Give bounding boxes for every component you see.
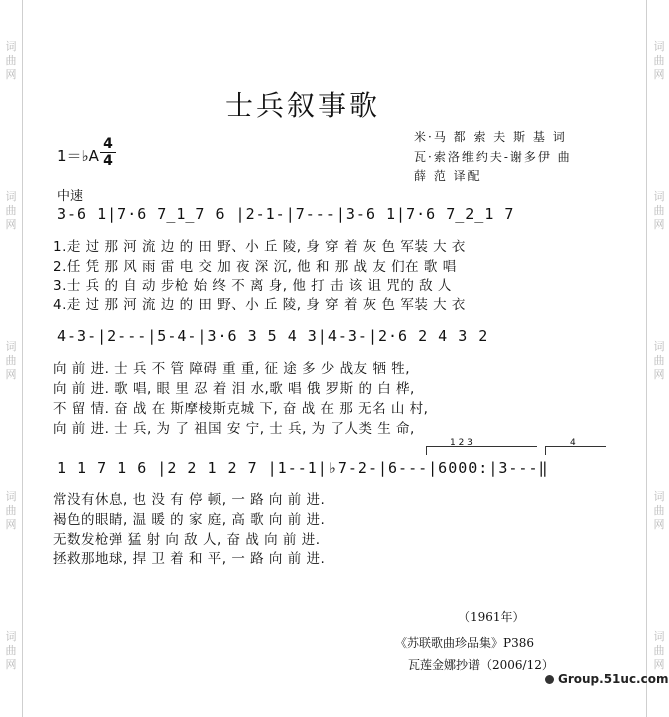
lyric-line-3-2: 褐色的眼睛, 温 暖 的 家 庭, 高 歌 向 前 进. [53, 512, 326, 528]
lyricist-credit: 米·马 都 索 夫 斯 基 词 [414, 130, 567, 144]
lyric-line-1-1: 1.走 过 那 河 流 边 的 田 野、小 丘 陵, 身 穿 着 灰 色 军装 大 衣 [53, 239, 466, 255]
translator-credit: 薛 范 译配 [414, 169, 482, 183]
lyric-line-2-4: 向 前 进. 士 兵, 为 了 祖国 安 宁, 士 兵, 为 了人类 生 命, [53, 421, 415, 437]
lyric-line-2-2: 向 前 进. 歌 唱, 眼 里 忍 着 泪 水,歌 唱 俄 罗斯 的 白 桦, [53, 381, 415, 397]
site-brand [545, 672, 668, 686]
volta-second-label: 4 [570, 438, 576, 448]
score-line-2: 4-3-|2---|5-4-|3·6 3 5 4 3|4-3-|2·6 2 4 3 2 [57, 327, 489, 345]
song-title: 士兵叙事歌 [225, 89, 381, 122]
right-border-line [646, 0, 647, 717]
key-signature: 1＝♭A [57, 147, 99, 165]
watermark-left-2: 词曲网 [5, 190, 17, 231]
watermark-left-4: 词曲网 [5, 490, 17, 531]
time-signature [100, 137, 116, 168]
time-numerator: 4 [103, 136, 113, 152]
watermark-right-1: 词曲网 [653, 40, 665, 81]
left-border-line [22, 0, 23, 717]
watermark-right-5: 词曲网 [653, 630, 665, 671]
watermark-left-3: 词曲网 [5, 340, 17, 381]
tempo-marking: 中速 [57, 189, 84, 204]
score-line-1: 3-6 1|7·6 7̲1̲7 6 |2-1-|7---|3-6 1|7·6 7̲2̲1 7 [57, 205, 515, 223]
lyric-line-1-2: 2.任 凭 那 风 雨 雷 电 交 加 夜 深 沉, 他 和 那 战 友 们在 歌 唱 [53, 259, 457, 275]
brand-text: Group.51uc.com [558, 672, 669, 686]
composer-credit: 瓦·索洛维约夫-谢多伊 曲 [414, 150, 572, 164]
lyric-line-2-3: 不 留 情. 奋 战 在 斯摩棱斯克城 下, 奋 战 在 那 无名 山 村, [53, 401, 429, 417]
time-denominator: 4 [103, 153, 113, 169]
lyric-line-3-3: 无数发枪弹 猛 射 向 敌 人, 奋 战 向 前 进. [53, 532, 321, 548]
brand-icon [545, 675, 554, 684]
watermark-left-5: 词曲网 [5, 630, 17, 671]
watermark-right-3: 词曲网 [653, 340, 665, 381]
score-line-3: 1 1 7 1 6 |2 2 1 2 7 |1--1|♭7-2-|6---|6000:|3---‖ [57, 459, 549, 477]
lyric-line-1-3: 3.士 兵 的 自 动 步枪 始 终 不 离 身, 他 打 击 该 诅 咒的 敌 人 [53, 278, 452, 294]
footer-year: （1961年） [458, 610, 525, 624]
lyric-line-3-1: 常没有休息, 也 没 有 停 顿, 一 路 向 前 进. [53, 492, 326, 508]
lyric-line-3-4: 拯救那地球, 捍 卫 着 和 平, 一 路 向 前 进. [53, 551, 326, 567]
watermark-right-4: 词曲网 [653, 490, 665, 531]
footer-source: 《苏联歌曲珍品集》P386 [395, 636, 534, 650]
watermark-right-2: 词曲网 [653, 190, 665, 231]
footer-transcriber: 瓦莲金娜抄谱（2006/12） [408, 658, 554, 672]
lyric-line-1-4: 4.走 过 那 河 流 边 的 田 野、小 丘 陵, 身 穿 着 灰 色 军装 大 衣 [53, 297, 466, 313]
volta-bracket-first [426, 446, 537, 455]
lyric-line-2-1: 向 前 进. 士 兵 不 管 障碍 重 重, 征 途 多 少 战友 牺 牲, [53, 361, 411, 377]
volta-first-label: 1 2 3 [450, 438, 473, 448]
watermark-left-1: 词曲网 [5, 40, 17, 81]
